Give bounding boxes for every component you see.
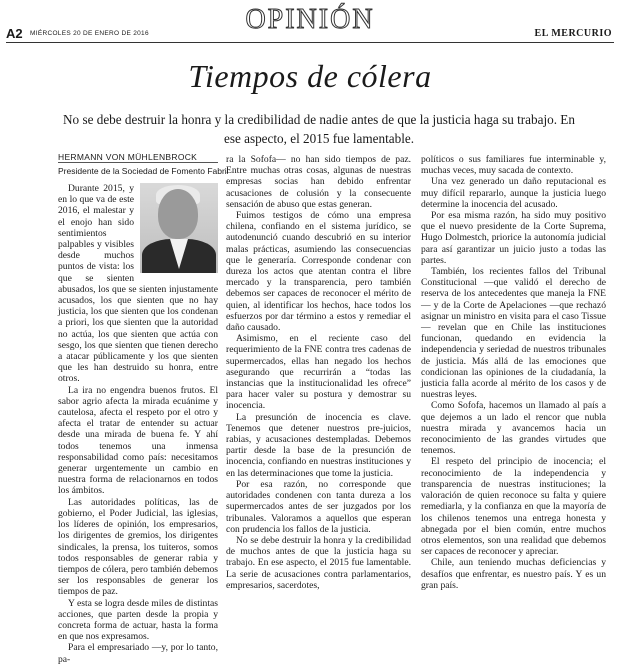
author-name: HERMANN VON MÜHLENBROCK [58, 152, 198, 162]
article-lead: No se debe destruir la honra y la credibilidad de nadie antes de que la justicia haga su trabajo. En ese aspecto, el 2015 fue lamentable. [63, 112, 575, 146]
article-column-2 [226, 154, 411, 591]
paragraph: El respeto del principio de inocencia; el reconocimiento de la independencia y transparencia de nuestras instituciones; la valoración de quien reconoce su falta y quiere remediarla, y la confianza en que la mayoría de los chilenos tenemos una entrega honesta y abnegada por el bien común, entre muchos otros elementos, son una realidad que debemos ser capaces de reconocer y apreciar. [421, 456, 606, 558]
article-column-3 [421, 154, 606, 591]
paragraph: Fuimos testigos de cómo una empresa chilena, confiando en el sistema jurídico, se autodenunció cuando descubrió en su interior malas prácticas, asumiendo las consecuencias que le generaría. Corresponde condenar con dureza los actos que atentan contra el libre mercado y la transparencia, pero también debemos ser capaces de reconocer el mérito de quien, al identificar los hechos, hace todos los esfuerzos por dar término a estos y remediar el daño causado. [226, 210, 411, 334]
paragraph: Asimismo, en el reciente caso del requerimiento de la FNE contra tres cadenas de supermercados, ellas han negado los hechos asegurando que recurrirán a “todas las instancias que la institucionalidad les ofrece” para hacer valer su postura y demostrar su inocencia. [226, 333, 411, 412]
issue-date: MIÉRCOLES 20 DE ENERO DE 2016 [30, 30, 149, 37]
paragraph: La presunción de inocencia es clave. Tenemos que detener nuestros pre-juicios, rabias, y acusaciones destempladas. Debemos partir desde la base de la presunción de inocencia, confiando en nuestras instituciones y en las determinaciones que tome la justicia. [226, 411, 411, 479]
paragraph: También, los recientes fallos del Tribunal Constitucional —que validó el derecho de reserva de los antecedentes que maneja la FNE— y de la Corte de Apelaciones —que rechazó asignar un ministro en visita para el caso Tissue— revelan que en Chile las instituciones funcionan, quedando en evidencia la independencia y seriedad de nuestros tribunales de justicia. Más allá de las emociones que condicionan las opiniones de la ciudadanía, la justicia falla acorde al mérito de los casos y de nuestras leyes. [421, 266, 606, 401]
paragraph: Chile, aun teniendo muchas deficiencias y desafíos que enfrentar, es nuestro país. Y es un gran país. [421, 557, 606, 591]
author-role: Presidente de la Sociedad de Fomento Fabril [58, 166, 229, 176]
section-title: OPINIÓN [245, 4, 375, 35]
paragraph: políticos o sus familiares fue interminable y, muchas veces, muy sacada de contexto. [421, 154, 606, 177]
paragraph: Para el empresariado —y, por lo tanto, pa- [58, 642, 218, 665]
author-photo [140, 183, 218, 273]
paragraph: Las autoridades políticas, las de gobierno, el Poder Judicial, las iglesias, los líderes de opinión, los empresarios, los dirigentes de gremios, los dirigentes sindicales, la prensa, los tuiteros, somos todos responsables de generar rabia y tiempos de cólera, pero también debemos ser los responsables de generar los tiempos de paz. [58, 496, 218, 598]
article-title: Tiempos de cólera [188, 58, 432, 94]
paragraph: Por esa misma razón, ha sido muy positivo que el nuevo presidente de la Corte Suprema, Hugo Dolmestch, priorice la autonomía judicial para así garantizar un juicio justo a todas las partes. [421, 210, 606, 266]
paragraph: Como Sofofa, hacemos un llamado al país a que dejemos a un lado el rencor que nubla nuestra mirada y avancemos hacia un reconocimiento de las grandes virtudes que tenemos. [421, 400, 606, 457]
paragraph: Y esta se logra desde miles de distintas acciones, que parten desde la propia y concreta forma de actuar, hasta la forma en que nos expresamos. [58, 597, 218, 643]
page-header [6, 4, 614, 44]
page-number: A2 [6, 26, 23, 41]
newspaper-name: EL MERCURIO [534, 28, 612, 39]
paragraph: No se debe destruir la honra y la credibilidad de muchos antes de que la justicia haga su trabajo. En ese aspecto, el 2015 fue lamentable. La serie de acusaciones contra parlamentarios, empresarios, sacerdotes, [226, 534, 411, 591]
article-column-1 [58, 183, 218, 665]
paragraph: Durante 2015, y en lo que va de este 2016, el malestar y el enojo han sido sentimientos palpables y visibles desde muchos puntos de vista: los que se sienten abusados, los que se sienten injustamente acusados, los que sienten que no hay justicia, los que sienten que los condenan a priori, los que sienten que la autoridad no actúa, los que sienten que actúa con sesgo, los que sienten que tienen derecho a atacar públicamente y los que sienten que les han destruido su honra, entre otros. [58, 183, 218, 385]
header-rule [6, 42, 614, 43]
paragraph: Una vez generado un daño reputacional es muy difícil repararlo, aunque la justicia luego determine la inocencia del acusado. [421, 176, 606, 210]
paragraph: Por esa razón, no corresponde que autoridades condenen con tanta dureza a los supermercados antes de ser juzgados por los tribunales. Valoramos a aquellos que esperan con prudencia los fallos de la justicia. [226, 478, 411, 535]
paragraph: La ira no engendra buenos frutos. El sabor agrio afecta la mirada ecuánime y cautelosa, afecta el respeto por el otro y afecta el tratar de entender su actuar desde una mirada de buena fe. Y ahí todos tenemos una inmensa responsabilidad como país: necesitamos generar urgentemente un cambio en nuestra forma de relacionarnos en todos los ámbitos. [58, 384, 218, 497]
paragraph: ra la Sofofa— no han sido tiempos de paz. Entre muchas otras cosas, algunas de nuestras empresas socias han debido enfrentar acusaciones de colusión y la consecuente sensación de abuso que estas generan. [226, 154, 411, 210]
author-rule [58, 162, 218, 163]
